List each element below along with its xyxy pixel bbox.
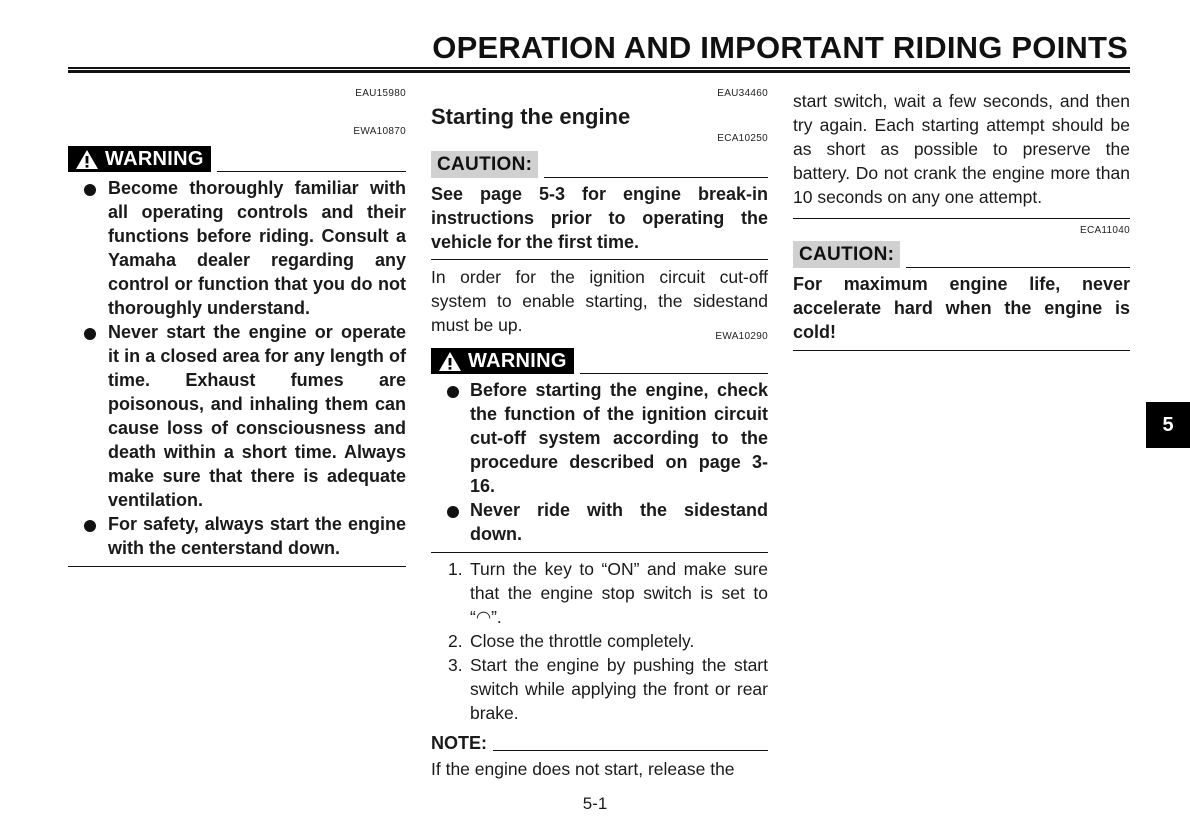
section-title: Starting the engine <box>431 104 631 129</box>
caution-label: CAUTION: <box>431 151 538 178</box>
warning-list <box>431 378 768 546</box>
caution-header <box>431 151 768 178</box>
note-label: NOTE: <box>431 733 487 753</box>
step-item <box>431 557 768 629</box>
step-item <box>431 629 768 653</box>
list-item: Become thoroughly familiar with all operating controls and their functions before riding. Consult a Yamaha dealer regarding any control or function that you do not thoroughly understand. <box>68 176 406 320</box>
reference-code: EAU15980 <box>355 88 406 99</box>
body-paragraph: In order for the ignition circuit cut-off system to enable starting, the sidestand must be up. <box>431 267 768 335</box>
list-item: Never ride with the sidestand down. <box>431 498 768 546</box>
body-paragraph: start switch, wait a few seconds, and then try again. Each starting attempt should be as short as possible to preserve the battery. Do not crank the engine more than 10 seconds on any one attempt. <box>793 91 1130 207</box>
caution-text: See page 5-3 for engine break-in instructions prior to operating the vehicle for the first time. <box>431 184 768 252</box>
warning-badge <box>68 146 211 172</box>
caution-text: For maximum engine life, never accelerate hard when the engine is cold! <box>793 274 1130 342</box>
column-middle <box>431 88 768 781</box>
reference-code: ECA11040 <box>1079 225 1130 236</box>
steps-list <box>431 557 768 725</box>
reference-code: ECA10250 <box>717 133 768 144</box>
column-left <box>68 88 406 567</box>
warning-header-rule <box>580 373 768 374</box>
step-text: Close the throttle completely. <box>470 631 695 651</box>
step-text: Start the engine by pushing the start switch while applying the front or rear brake. <box>470 655 768 723</box>
list-item: For safety, always start the engine with the centerstand down. <box>68 512 406 560</box>
warning-header <box>431 348 768 374</box>
warning-header-rule <box>217 171 406 172</box>
warning-list <box>68 176 406 560</box>
list-item: Never start the engine or operate it in a closed area for any length of time. Exhaust fumes are poisonous, and inhaling them can cause loss of consciousness and death within a short time. Always make sure that there is adequate ventilation. <box>68 320 406 512</box>
step-number: 1. <box>448 559 463 579</box>
warning-triangle-icon <box>75 149 99 170</box>
warning-end-rule <box>68 566 406 567</box>
step-item <box>431 653 768 725</box>
header-rule-thin <box>68 67 1130 69</box>
caution-header <box>793 241 1130 268</box>
warning-header <box>68 146 406 172</box>
column-right <box>793 89 1130 351</box>
reference-code: EWA10870 <box>353 126 406 137</box>
caution-header-rule <box>906 267 1130 268</box>
warning-triangle-icon <box>438 351 462 372</box>
header-rule-thick <box>68 70 1130 73</box>
caution-label: CAUTION: <box>793 241 900 268</box>
warning-label: WARNING <box>468 350 567 372</box>
list-item: Before starting the engine, check the function of the ignition circuit cut-off system according to the procedure described on page 3-16. <box>431 378 768 498</box>
step-text: Turn the key to “ON” and make sure that the engine stop switch is set to “◠”. <box>470 559 768 627</box>
caution-end-rule <box>793 350 1130 351</box>
page-number: 5-1 <box>582 794 608 813</box>
section-rule <box>793 218 1130 219</box>
note-header <box>431 732 768 754</box>
chapter-tab: 5 <box>1146 402 1190 448</box>
reference-code: EWA10290 <box>715 331 768 342</box>
caution-header-rule <box>544 177 768 178</box>
step-number: 2. <box>448 631 463 651</box>
note-text: If the engine does not start, release the <box>431 759 735 779</box>
reference-code: EAU34460 <box>717 88 768 99</box>
caution-end-rule <box>431 259 768 260</box>
note-header-rule <box>493 750 768 751</box>
warning-badge <box>431 348 574 374</box>
warning-label: WARNING <box>105 148 204 170</box>
step-number: 3. <box>448 655 463 675</box>
page-title: OPERATION AND IMPORTANT RIDING POINTS <box>432 30 1128 65</box>
